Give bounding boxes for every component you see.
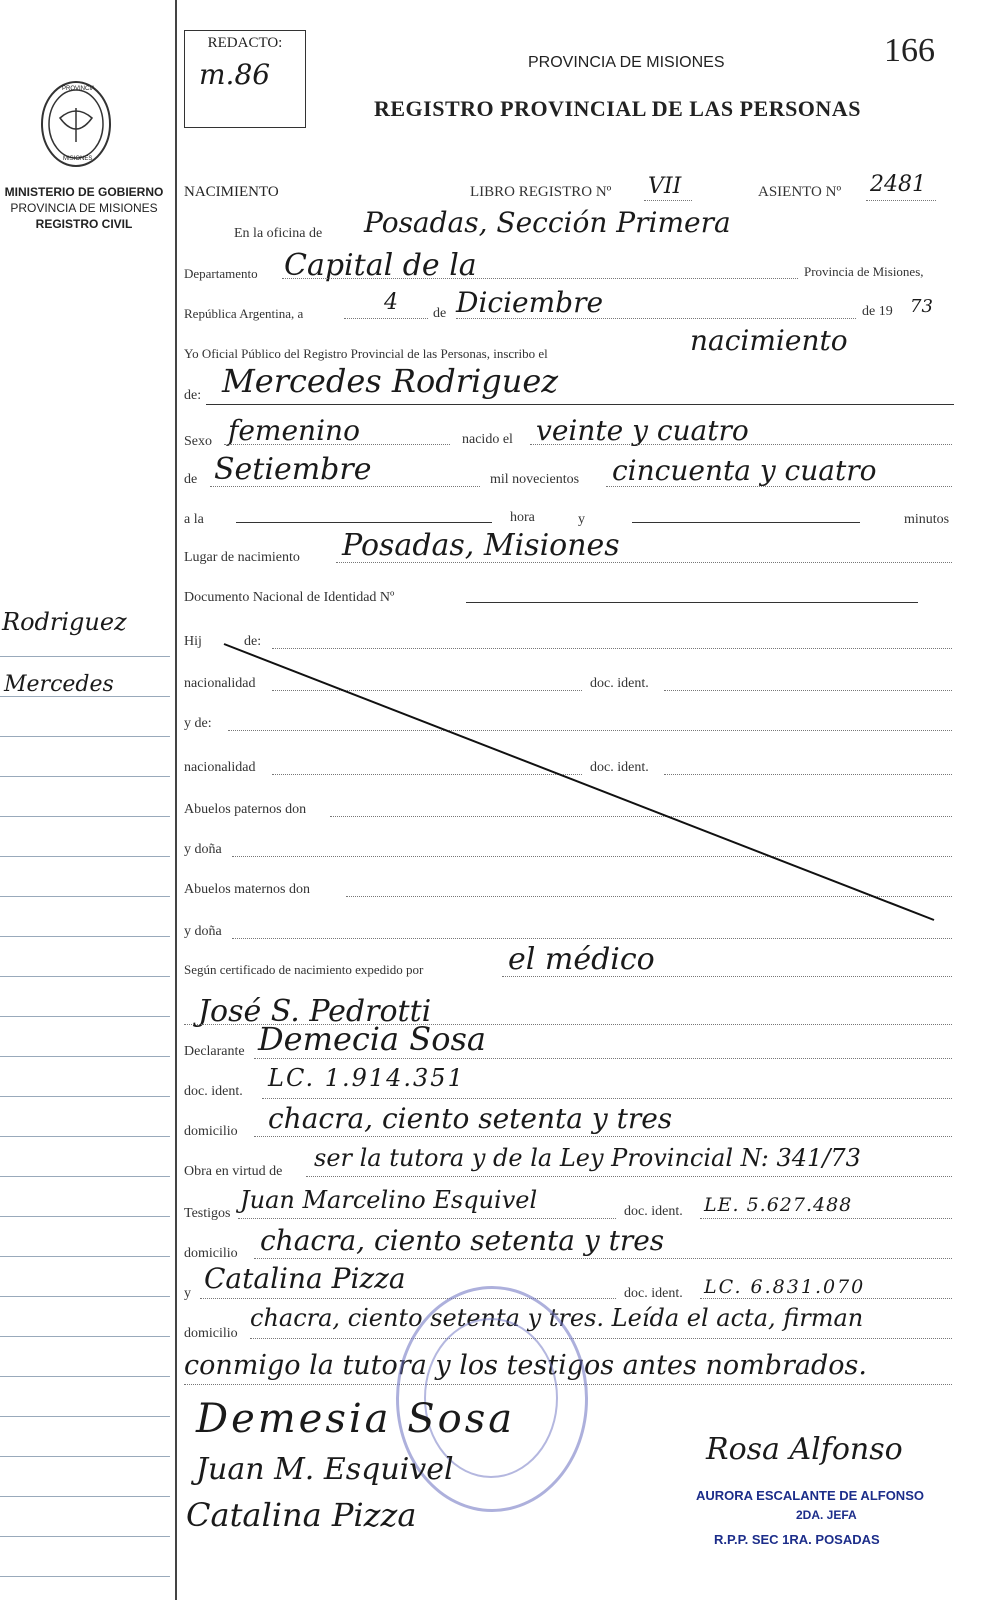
margin-given-name: Mercedes [4,672,114,697]
province-title: PROVINCIA DE MISIONES [528,54,725,71]
official-stamp-name: AURORA ESCALANTE DE ALFONSO [696,1488,924,1503]
y-label-2: y [184,1286,191,1301]
nacionalidad-label-2: nacionalidad [184,760,256,775]
ministry-line-2: PROVINCIA DE MISIONES [10,201,158,215]
republica-label: República Argentina, a [184,306,304,321]
domicilio-label-3: domicilio [184,1326,238,1341]
domicilio-value: chacra, ciento setenta y tres [268,1102,673,1135]
de-label-2: de: [244,634,262,649]
registered-name: Mercedes Rodriguez [222,362,559,400]
nacido-value: veinte y cuatro [536,414,749,447]
y-label: y [578,512,585,527]
segun-value: el médico [508,942,655,977]
official-signature: Rosa Alfonso [706,1432,903,1467]
ministry-line-3: REGISTRO CIVIL [35,217,133,231]
testigo-1-name: Juan Marcelino Esquivel [240,1186,538,1214]
doc-ident-label: doc. ident. [590,676,649,691]
y-dona-label: y doña [184,842,222,857]
ala-label: a la [184,512,204,527]
ministry-line-1: MINISTERIO DE GOBIERNO [4,185,164,199]
dni-label: Documento Nacional de Identidad Nº [184,590,395,605]
asiento-label: ASIENTO Nº [758,184,842,200]
declarante-value: Demecia Sosa [258,1020,486,1058]
inscribo-value: nacimiento [690,324,848,357]
signature-testigo-2: Catalina Pizza [186,1496,417,1534]
abuelos-maternos-label: Abuelos maternos don [184,882,310,897]
testigo-2-doc-label: doc. ident. [624,1286,683,1301]
year-value: 73 [910,296,933,317]
act-type: NACIMIENTO [184,184,279,200]
obra-label: Obra en virtud de [184,1164,283,1179]
signature-declarante: Demesia Sosa [196,1396,516,1442]
medico-name: José S. Pedrotti [198,994,432,1029]
obra-value: ser la tutora y de la Ley Provincial N: 341/73 [314,1144,861,1172]
sexo-label: Sexo [184,434,212,449]
official-stamp-title: 2DA. JEFA [796,1508,857,1522]
page-number: 166 [884,32,935,69]
domicilio-label: domicilio [184,1124,238,1139]
minutos-label: minutos [904,512,950,527]
oficial-text: Yo Oficial Público del Registro Provincial de las Personas, inscribo el [184,346,548,361]
testigo-2-name: Catalina Pizza [204,1262,406,1295]
de-colon-label: de: [184,388,202,403]
hij-label: Hij [184,634,202,649]
year-label: de 19 [862,304,893,319]
de-label: de [433,306,447,321]
birth-month: Setiembre [214,452,372,487]
nacido-label: nacido el [462,432,513,447]
y-dona-label-2: y doña [184,924,222,939]
departamento-value: Capital de la [284,248,477,283]
oficina-label: En la oficina de [234,226,323,241]
hora-label: hora [510,510,535,525]
redacto-value: m.86 [199,58,271,91]
de-month-label: de [184,472,198,487]
registry-title: REGISTRO PROVINCIAL DE LAS PERSONAS [374,96,861,121]
domicilio-value-2: chacra, ciento setenta y tres [260,1224,665,1257]
departamento-label: Departamento [184,266,258,281]
doc-ident-label-2: doc. ident. [590,760,649,775]
lugar-label: Lugar de nacimiento [184,550,300,565]
segun-label: Según certificado de nacimiento expedido por [184,962,424,977]
testigos-label: Testigos [184,1206,231,1221]
oficina-value: Posadas, Sección Primera [364,206,731,239]
official-stamp-office: R.P.P. SEC 1RA. POSADAS [714,1532,880,1547]
testigo-2-doc-value: LC. 6.831.070 [704,1276,866,1298]
y-de-label: y de: [184,716,212,731]
birth-year-words: cincuenta y cuatro [612,454,877,487]
signature-testigo-1: Juan M. Esquivel [196,1452,454,1487]
domicilio-label-2: domicilio [184,1246,238,1261]
redacto-label: REDACTO: [207,35,283,51]
domicilio-value-3: chacra, ciento setenta y tres. Leída el acta, firman [250,1304,864,1332]
lugar-value: Posadas, Misiones [342,528,620,563]
day-value: 4 [384,290,398,315]
month-value: Diciembre [456,286,604,319]
sexo-value: femenino [228,414,360,447]
margin-surname: Rodriguez [2,608,127,636]
asiento-value: 2481 [870,172,926,197]
mil-label: mil novecientos [490,472,580,487]
abuelos-paternos-label: Abuelos paternos don [184,802,307,817]
seal-top-text: PROVINCIA [62,86,96,92]
libro-label: LIBRO REGISTRO Nº [470,184,612,200]
declarante-label: Declarante [184,1044,245,1059]
nacionalidad-label: nacionalidad [184,676,256,691]
doc-value: LC. 1.914.351 [268,1064,465,1092]
doc-label: doc. ident. [184,1084,243,1099]
libro-value: VII [648,174,682,199]
provincia-label: Provincia de Misiones, [804,264,924,279]
testigo-1-doc-value: LE. 5.627.488 [704,1194,853,1216]
seal-bottom-text: MISIONES [63,156,93,162]
closing-line: conmigo la tutora y los testigos antes nombrados. [184,1350,867,1381]
testigo-1-doc-label: doc. ident. [624,1204,683,1219]
